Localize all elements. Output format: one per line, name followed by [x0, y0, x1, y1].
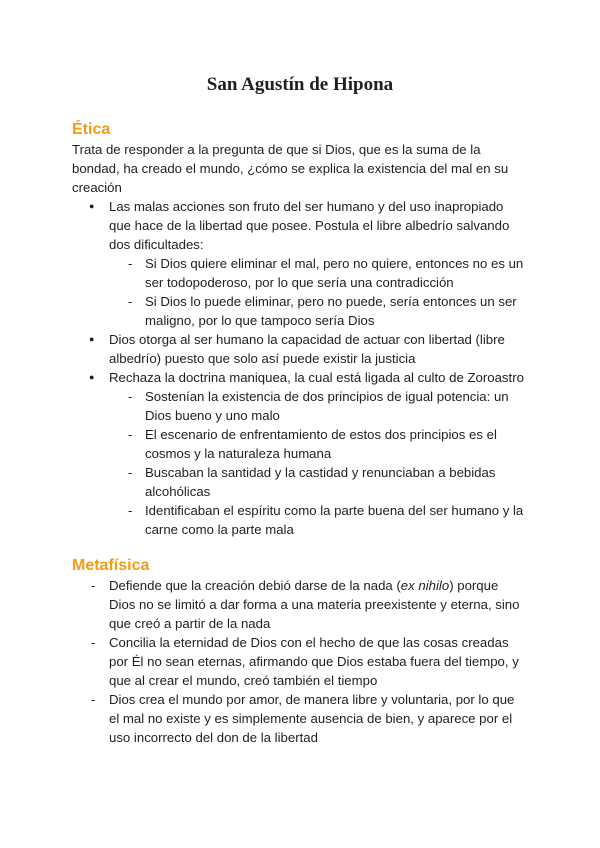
sub-list-item-text: - Si Dios lo puede eliminar, pero no puede, sería entonces un ser maligno, por lo que tampoco sería Dios	[145, 294, 517, 328]
list-item-text	[109, 576, 528, 633]
list-item-text: ● Rechaza la doctrina maniquea, la cual está ligada al culto de Zoroastro	[109, 370, 524, 385]
section-heading-etica: Ética	[72, 121, 111, 138]
sub-list	[109, 254, 528, 330]
section-etica	[72, 120, 528, 539]
section-metafisica	[72, 556, 528, 747]
sub-list-item	[109, 292, 528, 330]
sub-list-item-text: - El escenario de enfrentamiento de estos dos principios es el cosmos y la naturaleza humana	[145, 427, 497, 461]
text-segment: Defiende que la creación debió darse de la nada (	[109, 578, 401, 593]
list-item-text: - Concilia la eternidad de Dios con el hecho de que las cosas creadas por Él no sean eternas, afirmando que Dios estaba fuera del tiempo, y que al crear el mundo, creó también el tiempo	[109, 635, 519, 688]
italic-term: ex nihilo	[400, 578, 450, 593]
sub-list-item	[109, 501, 528, 539]
list-item	[72, 197, 528, 330]
sub-list-item	[109, 463, 528, 501]
list-item	[72, 633, 528, 690]
page-title: San Agustín de Hipona	[206, 74, 394, 95]
sub-list-item-text: - Identificaban el espíritu como la parte buena del ser humano y la carne como la parte mala	[145, 503, 524, 537]
section-heading-metafisica: Metafísica	[72, 557, 150, 574]
sub-list-item	[109, 387, 528, 425]
sub-list-item-text: - Si Dios quiere eliminar el mal, pero no quiere, entonces no es un ser todopoderoso, por lo que sería una contradicción	[145, 256, 524, 290]
list-item	[72, 368, 528, 539]
list-item	[72, 330, 528, 368]
document-page	[72, 72, 528, 747]
text-segment: ) porque Dios no se limitó a dar forma a una materia preexistente y eterna, sino que creó a partir de la nada	[109, 578, 520, 631]
etica-intro: Trata de responder a la pregunta de que si Dios, que es la suma de la bondad, ha creado el mundo, ¿cómo se explica la existencia del mal en su creación	[72, 142, 509, 195]
sub-list-item-text: - Buscaban la santidad y la castidad y renunciaban a bebidas alcohólicas	[145, 465, 496, 499]
list-item	[72, 576, 528, 633]
metafisica-list	[72, 576, 528, 747]
sub-list-item-text: - Sostenían la existencia de dos principios de igual potencia: un Dios bueno y uno malo	[145, 389, 509, 423]
sub-list-item	[109, 425, 528, 463]
list-item-text: - Dios crea el mundo por amor, de manera libre y voluntaria, por lo que el mal no existe y es simplemente ausencia de bien, y aparece por el uso incorrecto del don de la libertad	[109, 692, 515, 745]
sub-list	[109, 387, 528, 539]
list-item-text: ● Las malas acciones son fruto del ser humano y del uso inapropiado que hace de la libertad que posee. Postula el libre albedrío salvando dos dificultades:	[109, 199, 510, 252]
sub-list-item	[109, 254, 528, 292]
etica-bullet-list	[72, 197, 528, 539]
list-item-text: ● Dios otorga al ser humano la capacidad de actuar con libertad (libre albedrío) puesto que solo así puede existir la justicia	[109, 332, 505, 366]
list-item	[72, 690, 528, 747]
